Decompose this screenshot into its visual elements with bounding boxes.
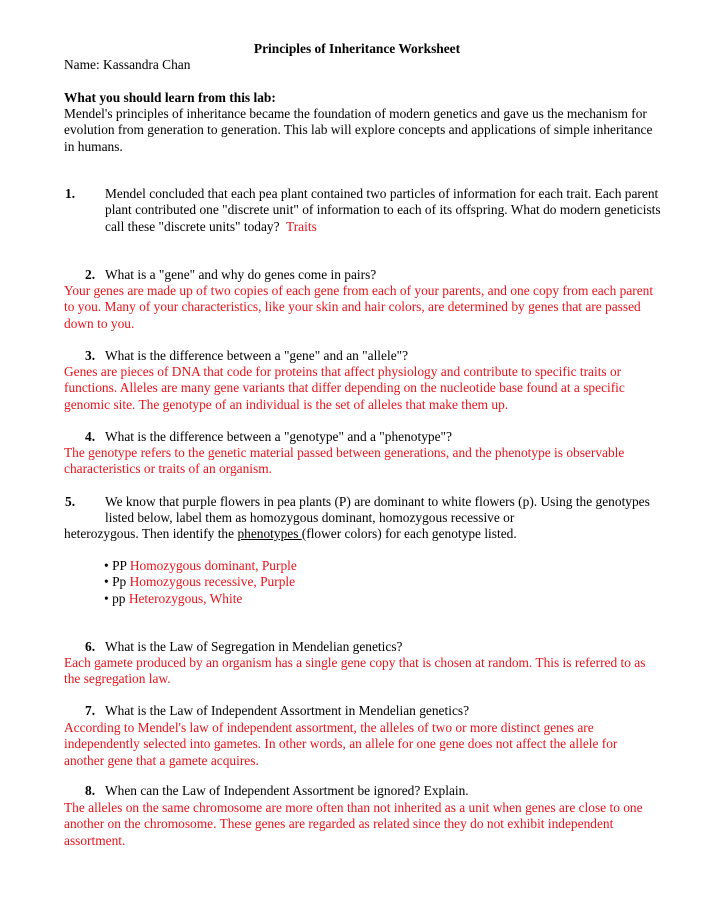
question-number: 6.: [85, 639, 96, 654]
bullet: •: [104, 558, 109, 573]
bullet: •: [104, 590, 109, 606]
question-text: What is the Law of Segregation in Mendelian genetics?: [105, 639, 403, 654]
question-3: [85, 348, 650, 364]
question-text: What is a "gene" and why do genes come in pairs?: [105, 267, 377, 282]
question-text: What is the Law of Independent Assortment in Mendelian genetics?: [105, 703, 470, 718]
question-5: [65, 494, 670, 527]
intro-paragraph: Mendel's principles of inheritance became the foundation of modern genetics and gave us the mechanism for evolution from generation to generation. This lab will explore concepts and applications of simple inheritance in humans.: [64, 106, 653, 154]
question-text: We know that purple flowers in pea plants (P) are dominant to white flowers (p). Using the genotypes listed below, label them as homozygous dominant, homozygous recessive or: [105, 494, 650, 526]
answer-6: Each gamete produced by an organism has a single gene copy that is chosen at random. This is referred to as the segregation law.: [64, 655, 646, 687]
answer-4: The genotype refers to the genetic material passed between generations, and the phenotype is observable characteristics or traits of an organism.: [64, 445, 625, 477]
answer-3: Genes are pieces of DNA that code for proteins that affect physiology and contribute to specific traits or functions. Alleles are many gene variants that differ depending on the nucleotide base found at a specific genomic site. The genotype of an individual is the set of alleles that make them up.: [64, 364, 625, 412]
genotype-answer: Homozygous recessive, Purple: [129, 574, 296, 590]
genotype-code: pp: [112, 590, 126, 606]
question-8: [85, 783, 650, 799]
question-5-continuation: [64, 526, 654, 542]
question-6: [85, 639, 650, 655]
student-name: Name: Kassandra Chan: [64, 57, 191, 72]
question-2: [85, 267, 650, 283]
question-1: [65, 186, 670, 235]
question-number: 1.: [65, 186, 76, 201]
answer-7: According to Mendel's law of independent assortment, the alleles of two or more distinct genes are independently selected into gametes. In other words, an allele for one gene does not affect the allele for another gene that a gamete acquires.: [64, 720, 618, 768]
genotype-answer: Heterozygous, White: [128, 590, 243, 606]
bullet: •: [104, 574, 109, 590]
question-text: heterozygous. Then identify the: [64, 526, 235, 541]
genotype-list: [104, 558, 644, 607]
question-text: Mendel concluded that each pea plant contained two particles of information for each trait. Each parent plant contributed one "discrete unit" of information to each of its offspring. What do modern geneticists call these "discrete units" today?: [105, 186, 661, 234]
underlined-term: phenotypes: [237, 526, 302, 541]
question-number: 2.: [85, 267, 96, 282]
page-title: Principles of Inheritance Worksheet: [253, 41, 461, 56]
answer-8: The alleles on the same chromosome are more often than not inherited as a unit when genes are close to one another on the chromosome. These genes are regarded as related since they do not exhibit independent assortment.: [64, 800, 643, 848]
list-item: [104, 558, 644, 574]
question-7: [85, 703, 650, 719]
question-text: (flower colors) for each genotype listed.: [301, 526, 517, 541]
genotype-answer: Homozygous dominant, Purple: [129, 558, 297, 573]
question-4: [85, 429, 650, 445]
question-number: 8.: [85, 783, 96, 798]
question-number: 5.: [65, 494, 76, 509]
question-text: When can the Law of Independent Assortment be ignored? Explain.: [105, 783, 469, 798]
question-number: 3.: [85, 348, 96, 363]
answer-text: Traits: [286, 218, 317, 234]
question-number: 4.: [85, 429, 96, 444]
genotype-code: PP: [112, 558, 127, 573]
question-text: What is the difference between a "genotype" and a "phenotype"?: [105, 429, 452, 444]
list-item: [104, 591, 644, 607]
learn-heading: What you should learn from this lab:: [64, 90, 276, 105]
list-item: [104, 574, 644, 590]
question-number: 7.: [85, 703, 96, 718]
answer-2: Your genes are made up of two copies of each gene from each of your parents, and one copy from each parent to you. Many of your characteristics, like your skin and hair colors, are determined by genes that are passed down to you.: [64, 283, 654, 331]
question-text: What is the difference between a "gene" and an "allele"?: [105, 348, 409, 363]
genotype-code: Pp: [112, 574, 127, 590]
